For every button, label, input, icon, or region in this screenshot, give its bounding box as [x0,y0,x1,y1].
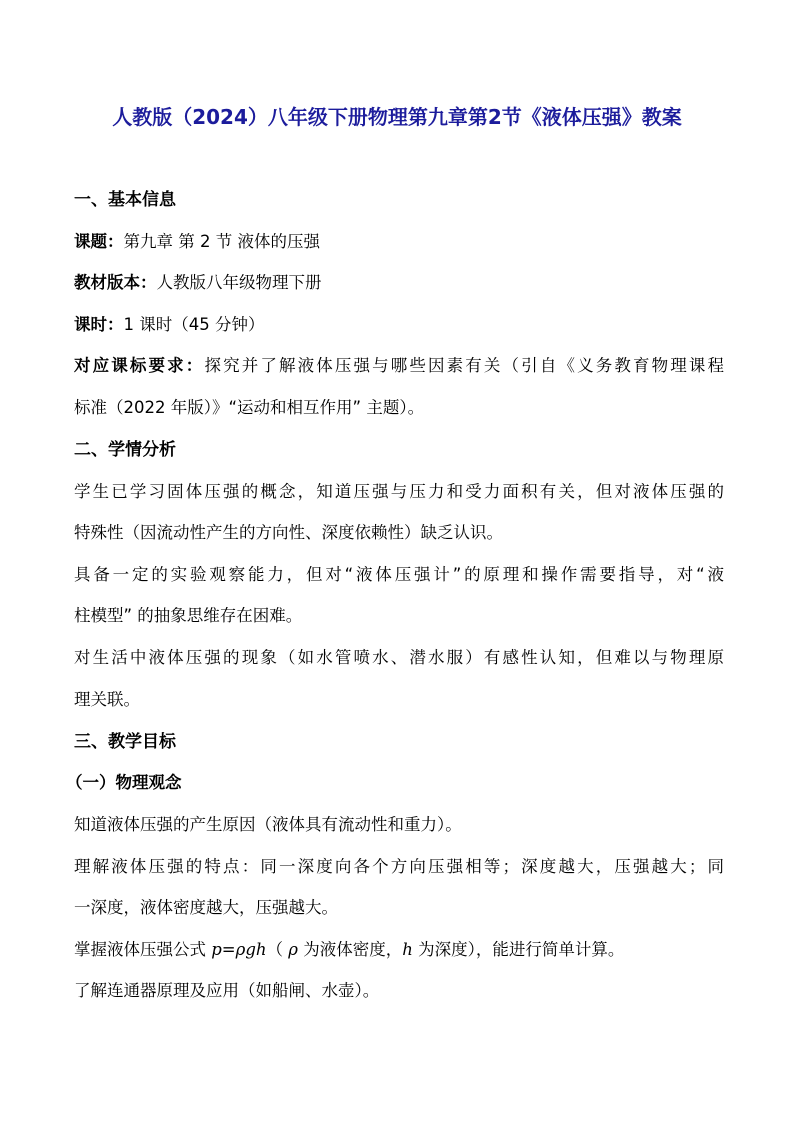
topic-line [74,230,724,254]
h-symbol: h [402,940,413,959]
section-heading-basic-info: 一、基本信息 [74,190,176,210]
analysis-p3-line2: 理关联。 [74,690,140,709]
standard-line-2: 标准（2022 年版）》“运动和相互作用” 主题）。 [74,398,425,417]
goal-p1: 知道液体压强的产生原因（液体具有流动性和重力）。 [74,815,462,834]
analysis-p2-line1: 具备一定的实验观察能力，但对“液体压强计”的原理和操作需要指导，对“液 [74,565,724,584]
topic-label: 课题： [74,232,124,251]
analysis-p1-line1: 学生已学习固体压强的概念，知道压强与压力和受力面积有关，但对液体压强的 [74,482,724,501]
rho-symbol: ρ [288,940,298,959]
document-title: 人教版（2024）八年级下册物理第九章第2节《液体压强》教案 [112,105,682,129]
textbook-label: 教材版本： [74,273,157,292]
analysis-p2-line2: 柱模型” 的抽象思维存在困难。 [74,606,303,625]
textbook-line [74,271,724,295]
standard-value-1: 探究并了解液体压强与哪些因素有关（引自《义务教育物理课程 [204,356,725,375]
goal-p2-line1: 理解液体压强的特点：同一深度向各个方向压强相等；深度越大，压强越大；同 [74,857,724,876]
analysis-p1-line2: 特殊性（因流动性产生的方向性、深度依赖性）缺乏认识。 [74,523,503,542]
analysis-p3-line1: 对生活中液体压强的现象（如水管喷水、潜水服）有感性认知，但难以与物理原 [74,648,724,667]
section-heading-teaching-goals: 三、教学目标 [74,732,176,752]
goal-p4: 了解连通器原理及应用（如船闸、水壶）。 [74,981,380,1000]
section-heading-student-analysis: 二、学情分析 [74,440,176,460]
formula-prefix: 掌握液体压强公式 [74,940,212,959]
subheading-physics-concepts: （一）物理观念 [66,773,182,792]
formula-mid-2: 为液体密度， [297,940,403,959]
pressure-formula: p=ρgh [211,940,267,959]
formula-suffix: 为深度），能进行简单计算。 [412,940,625,959]
formula-mid-1: （ [266,940,289,959]
standard-label: 对应课标要求： [74,356,205,375]
goal-p2-line2: 一深度，液体密度越大，压强越大。 [74,898,338,917]
standard-line-1 [74,354,724,378]
goal-p3 [74,938,724,962]
hours-value: 1 课时（45 分钟） [123,315,265,334]
textbook-value: 人教版八年级物理下册 [156,273,322,292]
hours-label: 课时： [74,315,124,334]
hours-line [74,313,724,337]
topic-value: 第九章 第 2 节 液体的压强 [123,232,320,251]
